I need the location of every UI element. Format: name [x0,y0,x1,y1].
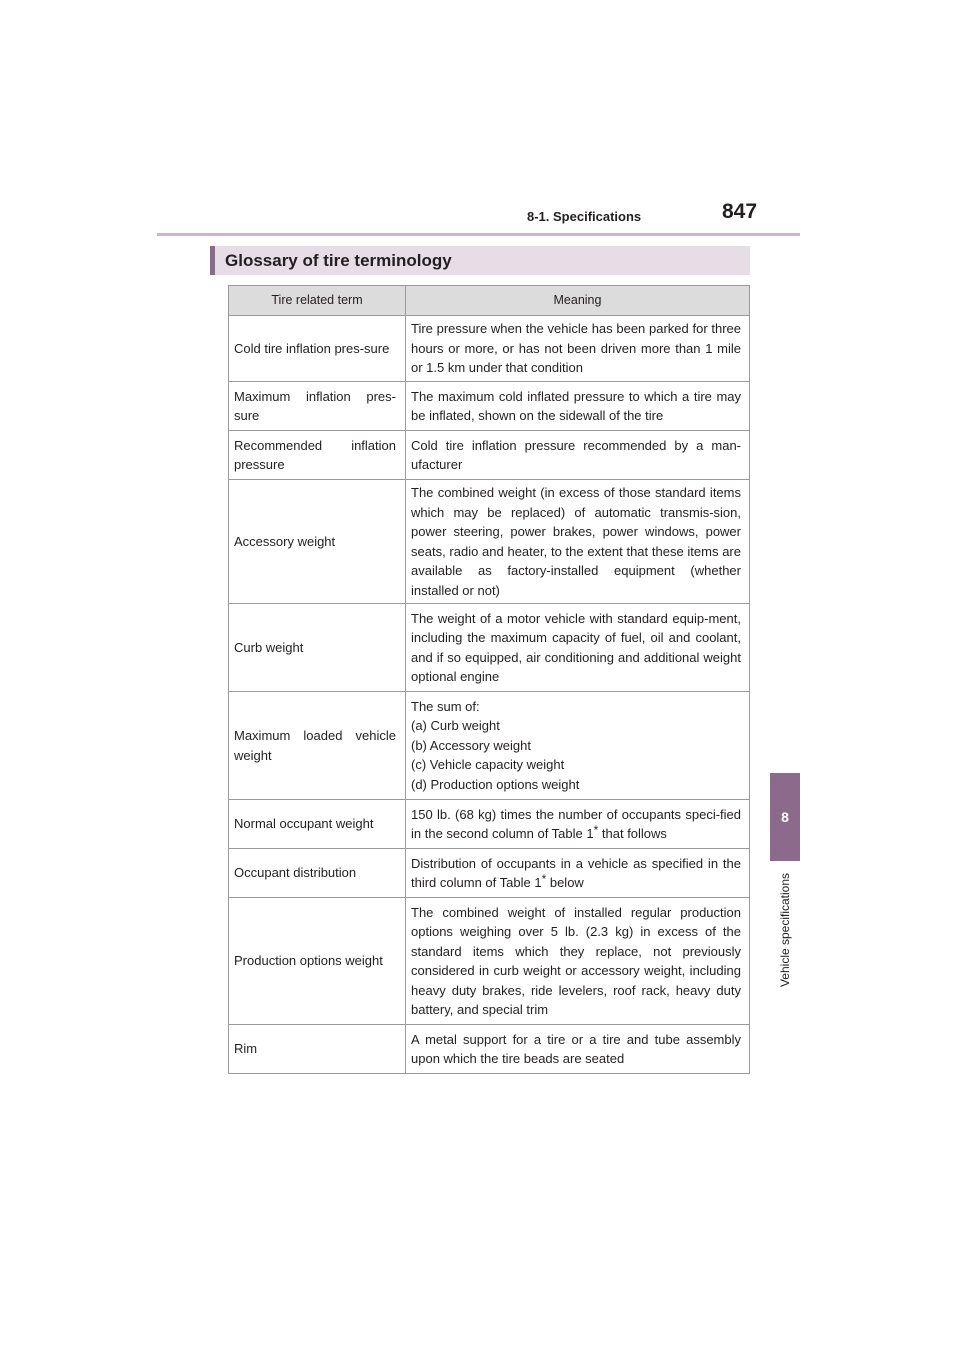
meaning-cell: A metal support for a tire or a tire and tube assembly upon which the tire beads are seated [406,1025,750,1074]
meaning-cell: The weight of a motor vehicle with standard equip-ment, including the maximum capacity of fuel, oil and coolant, and if so equipped, air conditioning and additional weight optional engine [406,604,750,692]
table-row [229,382,750,431]
term-cell: Maximum loaded vehicle weight [229,692,406,800]
term-cell: Normal occupant weight [229,800,406,849]
table-row [229,316,750,382]
meaning-text: 150 lb. (68 kg) times the number of occupants speci-fied in the second column of Table 1 [411,806,741,841]
section-heading-text: Glossary of tire terminology [225,250,452,270]
column-header-meaning: Meaning [406,286,750,316]
table-row [229,480,750,604]
table-row [229,692,750,800]
meaning-text-end: that follows [598,826,667,841]
header-divider [157,233,800,236]
meaning-text-end: below [546,875,584,890]
meaning-cell: The maximum cold inflated pressure to which a tire may be inflated, shown on the sidewall of the tire [406,382,750,431]
term-cell: Curb weight [229,604,406,692]
footnote-marker: * [541,872,547,886]
term-cell: Accessory weight [229,480,406,604]
table-row [229,431,750,480]
meaning-cell: The combined weight (in excess of those standard items which may be replaced) of automatic transmis-sion, power steering, power brakes, power windows, power seats, radio and heater, to the extent that these items are available as factory-installed equipment (whether installed or not) [406,480,750,604]
page-number: 847 [722,200,758,223]
footnote-marker: * [593,823,599,837]
meaning-cell: Tire pressure when the vehicle has been parked for three hours or more, or has not been driven more than 1 mile or 1.5 km under that condition [406,316,750,382]
term-cell: Production options weight [229,898,406,1025]
column-header-term: Tire related term [229,286,406,316]
meaning-cell [406,849,750,898]
term-cell: Cold tire inflation pres-sure [229,316,406,382]
term-cell: Recommended inflation pressure [229,431,406,480]
term-cell: Maximum inflation pres-sure [229,382,406,431]
table-row [229,849,750,898]
chapter-tab-label: Vehicle specifications [778,872,792,988]
section-heading [210,246,750,275]
table-row [229,898,750,1025]
table-row [229,604,750,692]
section-title: 8-1. Specifications [527,209,642,224]
meaning-cell: Cold tire inflation pressure recommended by a man-ufacturer [406,431,750,480]
meaning-cell: The combined weight of installed regular production options weighing over 5 lb. (2.3 kg) in excess of the standard items which they replace, not previously considered in curb weight or accessory weight, including heavy duty brakes, ride levelers, roof rack, heavy duty battery, and special trim [406,898,750,1025]
meaning-text: Distribution of occupants in a vehicle as specified in the third column of Table 1 [411,855,741,890]
chapter-tab[interactable] [770,773,800,861]
chapter-tab-number: 8 [781,809,789,825]
table-row [229,800,750,849]
meaning-cell [406,800,750,849]
table-header-row [229,286,750,316]
term-cell: Rim [229,1025,406,1074]
meaning-cell: The sum of: (a) Curb weight (b) Accessory weight (c) Vehicle capacity weight (d) Production options weight [406,692,750,800]
glossary-table [228,285,750,1074]
term-cell: Occupant distribution [229,849,406,898]
table-row [229,1025,750,1074]
